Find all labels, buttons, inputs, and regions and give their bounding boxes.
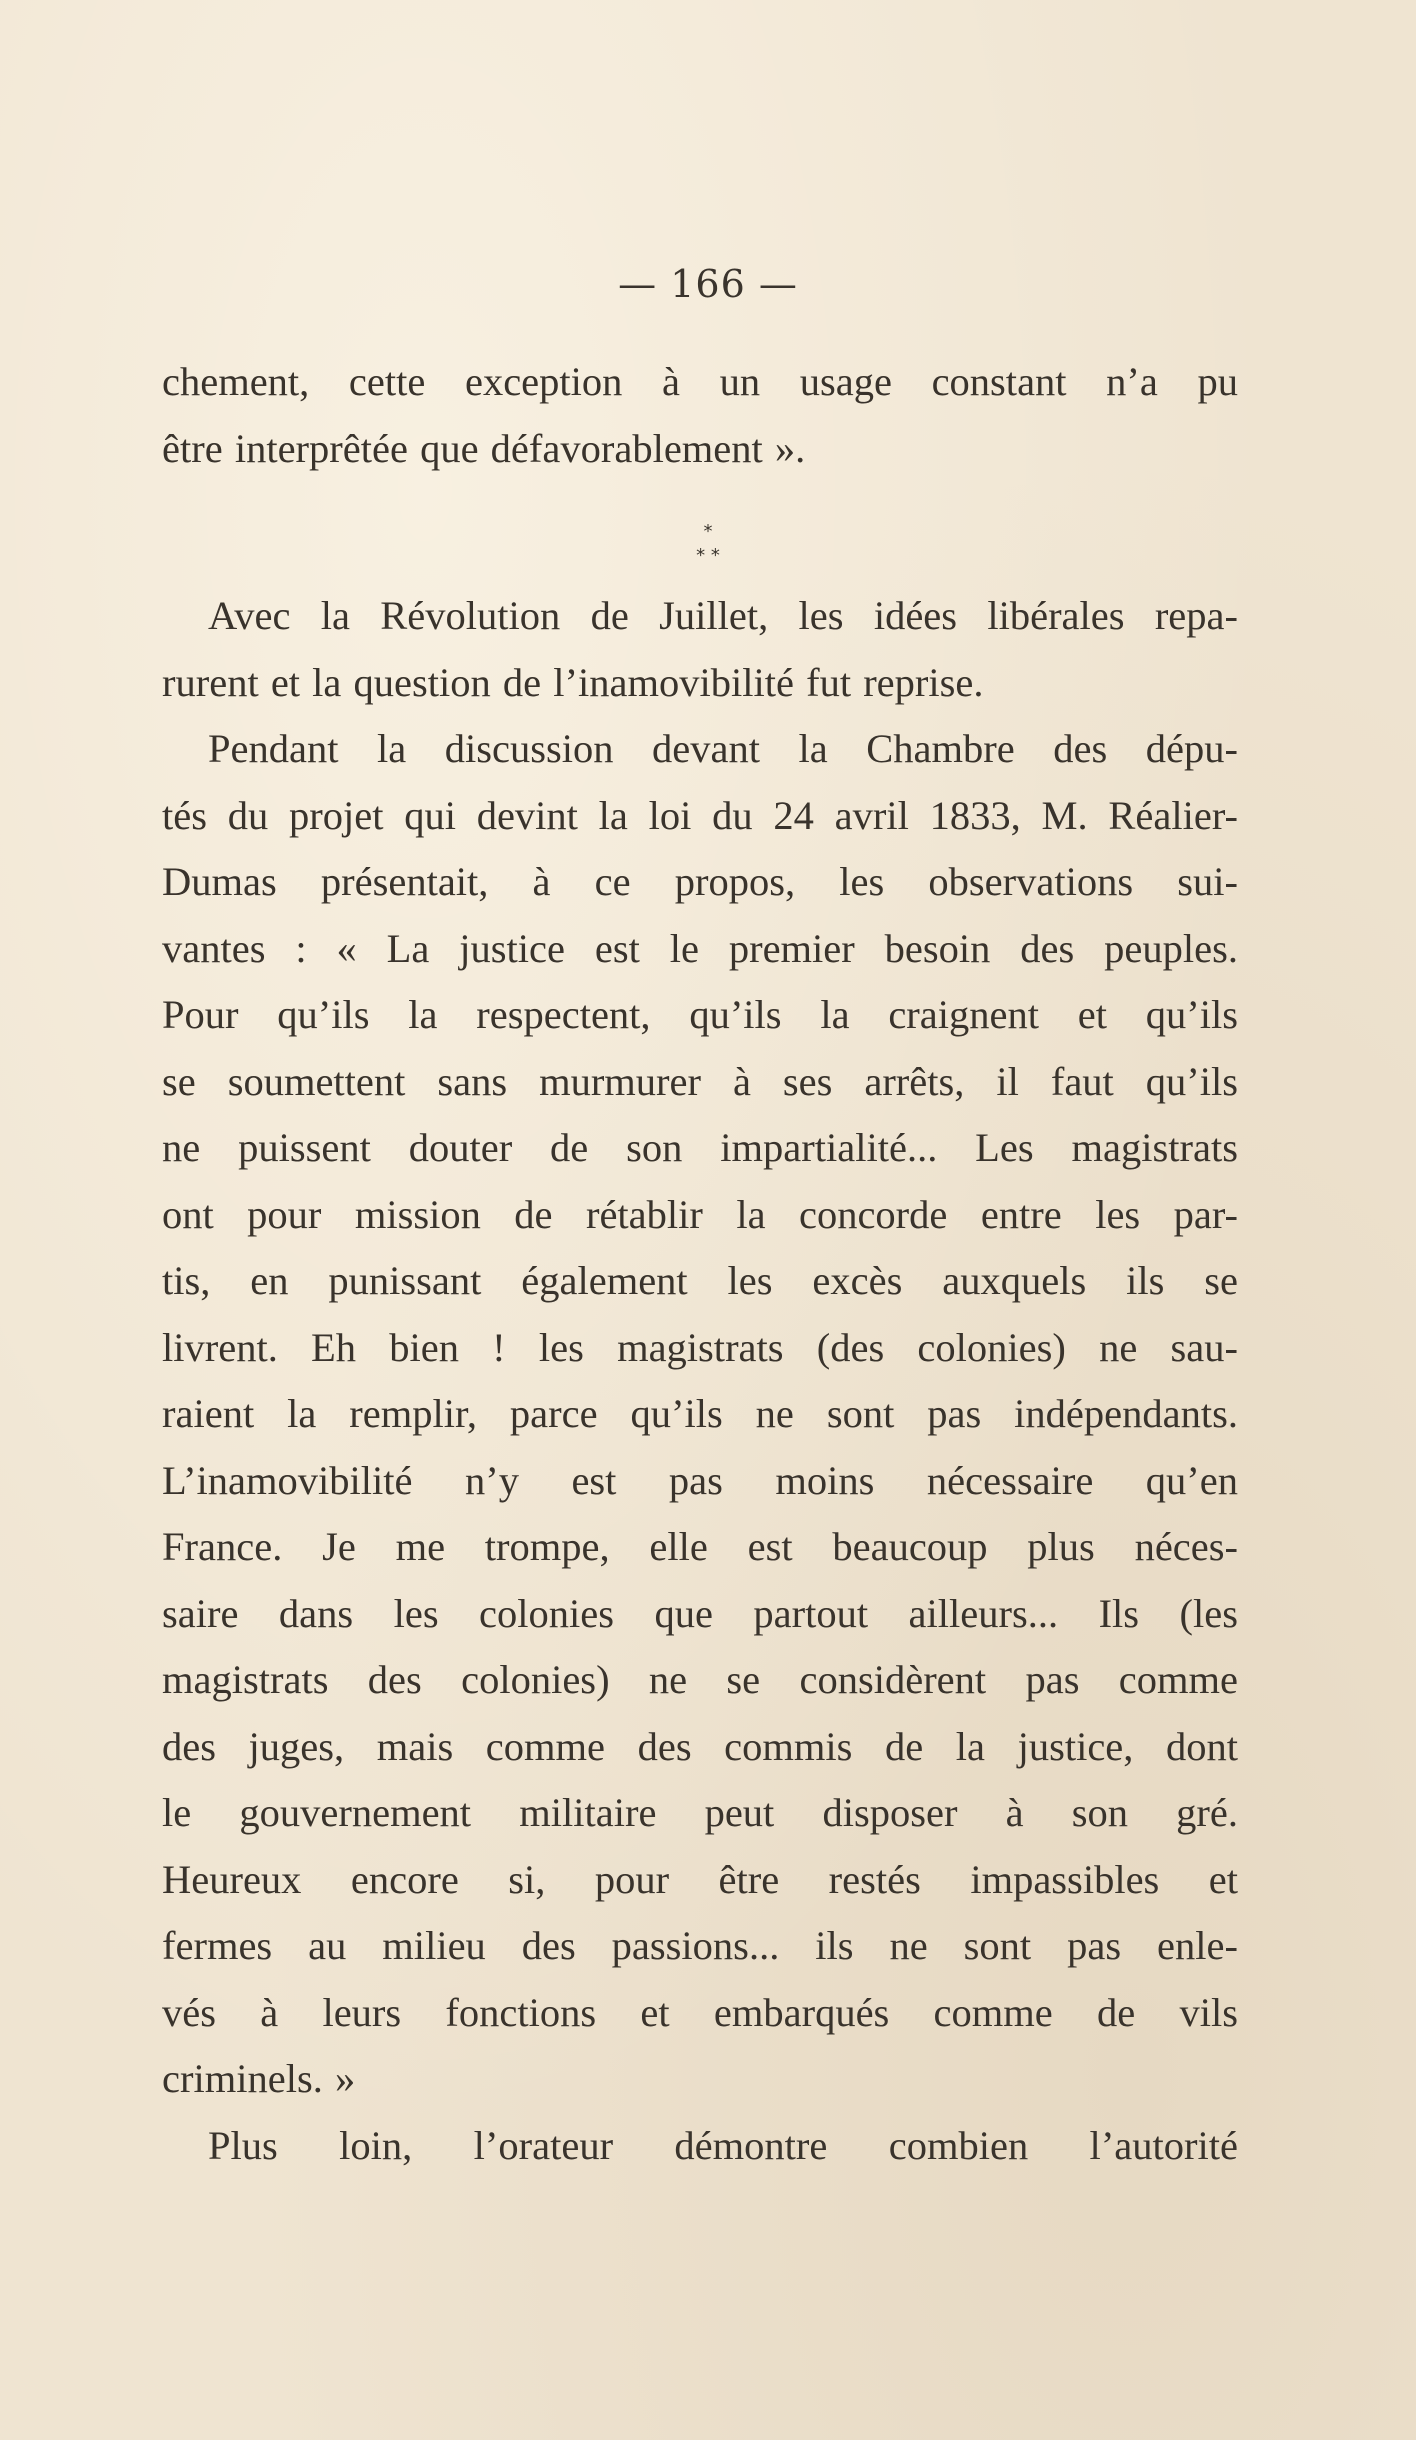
- text-line: Pendant la discussion devant la Chambre des dépu-: [208, 726, 1238, 771]
- section-separator-asterism: [0, 520, 1416, 568]
- text-line: vantes : « La justice est le premier besoin des peuples.: [162, 925, 1238, 971]
- paragraph-continuation: [162, 349, 1238, 482]
- text-line: vés à leurs fonctions et embarqués comme de vils: [162, 1989, 1238, 2035]
- page-number: — 166 —: [618, 262, 798, 306]
- text-line: rurent et la question de l’inamovibilité fut reprise.: [162, 659, 984, 705]
- text-line: Dumas présentait, à ce propos, les observations sui-: [162, 859, 1238, 904]
- text-line: Heureux encore si, pour être restés impassibles et: [162, 1856, 1238, 1902]
- paragraph-main: [162, 583, 1238, 2179]
- asterism-bottom-stars: * *: [696, 545, 720, 566]
- text-line: Plus loin, l’orateur démontre combien l’autorité: [208, 2122, 1238, 2168]
- text-line: criminels. »: [162, 2056, 356, 2101]
- asterism-top-star: *: [703, 521, 713, 542]
- text-line: France. Je me trompe, elle est beaucoup plus néces-: [162, 1524, 1238, 1569]
- text-line: ont pour mission de rétablir la concorde entre les par-: [162, 1191, 1238, 1237]
- text-line: fermes au milieu des passions... ils ne sont pas enle-: [162, 1923, 1238, 1968]
- text-line: tés du projet qui devint la loi du 24 avril 1833, M. Réalier-: [162, 792, 1238, 838]
- text-line: le gouvernement militaire peut disposer à son gré.: [162, 1790, 1238, 1835]
- text-line: raient la remplir, parce qu’ils ne sont pas indépendants.: [162, 1391, 1238, 1436]
- text-line: chement, cette exception à un usage constant n’a pu: [162, 359, 1238, 404]
- text-line: magistrats des colonies) ne se considèrent pas comme: [162, 1657, 1238, 1702]
- text-line: se soumettent sans murmurer à ses arrêts, il faut qu’ils: [162, 1058, 1238, 1104]
- text-line: être interprêtée que défavorablement ».: [162, 425, 806, 471]
- text-line: Avec la Révolution de Juillet, les idées libérales repa-: [208, 593, 1238, 638]
- text-line: des juges, mais comme des commis de la justice, dont: [162, 1723, 1238, 1769]
- text-line: ne puissent douter de son impartialité... Les magistrats: [162, 1125, 1238, 1170]
- text-line: tis, en punissant également les excès auxquels ils se: [162, 1258, 1238, 1303]
- text-line: Pour qu’ils la respectent, qu’ils la craignent et qu’ils: [162, 992, 1238, 1037]
- text-line: livrent. Eh bien ! les magistrats (des colonies) ne sau-: [162, 1324, 1238, 1370]
- text-line: saire dans les colonies que partout ailleurs... Ils (les: [162, 1590, 1238, 1636]
- text-line: L’inamovibilité n’y est pas moins nécessaire qu’en: [162, 1457, 1238, 1503]
